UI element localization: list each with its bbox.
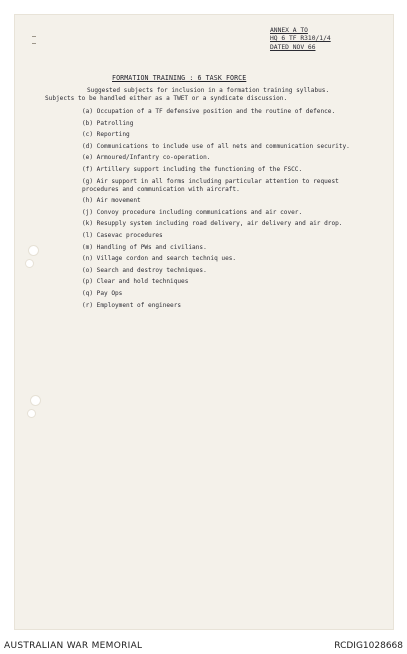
annex-reference [270, 27, 331, 52]
subject-item [82, 232, 382, 240]
subject-text: (b) Patrolling [82, 119, 134, 127]
margin-mark [32, 43, 36, 44]
punch-hole [28, 245, 39, 256]
subject-list [82, 108, 382, 313]
subject-text: (k) Resupply system including road delivery, air delivery and air drop. [82, 220, 343, 228]
subject-text: (r) Employment of engineers [82, 301, 182, 309]
subject-item [82, 302, 382, 310]
subject-text: (e) Armoured/Infantry co-operation. [82, 154, 211, 162]
subject-text: (a) Occupation of a TF defensive position and the routine of defence. [82, 108, 336, 115]
record-id: RCDIG1028668 [334, 641, 403, 651]
subject-text: (g) Air support in all forms including particular attention to request [82, 177, 339, 185]
punch-hole [27, 409, 36, 418]
subject-text: (f) Artillery support including the functioning of the FSCC. [82, 165, 303, 173]
subject-item [82, 131, 382, 139]
subject-item [82, 166, 382, 174]
intro-paragraph [45, 87, 329, 103]
annex-line: ANNEX A TO [270, 27, 308, 34]
subject-text: (d) Communications to include use of all nets and communication security. [82, 142, 350, 150]
subject-item [82, 154, 382, 162]
subject-item [82, 143, 382, 151]
subject-item [82, 209, 382, 217]
footer-bar [0, 633, 407, 654]
subject-item [82, 120, 382, 128]
subject-text: (q) Pay Ops [82, 289, 123, 297]
margin-mark [32, 36, 36, 37]
subject-text: (o) Search and destroy techniques. [82, 266, 207, 274]
subject-item [82, 290, 382, 298]
subject-text-continuation: procedures and communication with aircraft. [82, 185, 240, 193]
subject-text: (c) Reporting [82, 131, 130, 139]
subject-item [82, 244, 382, 252]
intro-line: Subjects to be handled either as a TWET or a syndicate discussion. [45, 95, 288, 103]
subject-item [82, 267, 382, 275]
annex-line: HQ 6 TF R310/1/4 [270, 35, 331, 43]
archive-name: AUSTRALIAN WAR MEMORIAL [4, 641, 143, 651]
subject-item [82, 197, 382, 205]
subject-text: (m) Handling of PWs and civilians. [82, 243, 207, 251]
intro-line: Suggested subjects for inclusion in a formation training syllabus. [87, 87, 330, 94]
subject-item [82, 220, 382, 228]
subject-item [82, 178, 382, 194]
subject-text: (n) Village cordon and search techniq ues. [82, 255, 237, 263]
document-title: FORMATION TRAINING : 6 TASK FORCE [112, 74, 247, 82]
punch-hole [30, 395, 41, 406]
subject-text: (j) Convoy procedure including communications and air cover. [82, 208, 303, 216]
annex-line: DATED NOV 66 [270, 43, 316, 51]
subject-item [82, 108, 382, 116]
subject-text: (l) Casevac procedures [82, 231, 163, 239]
punch-hole [25, 259, 34, 268]
subject-item [82, 255, 382, 263]
subject-text: (p) Clear and hold techniques [82, 278, 189, 286]
subject-item [82, 278, 382, 286]
subject-text: (h) Air movement [82, 197, 141, 205]
